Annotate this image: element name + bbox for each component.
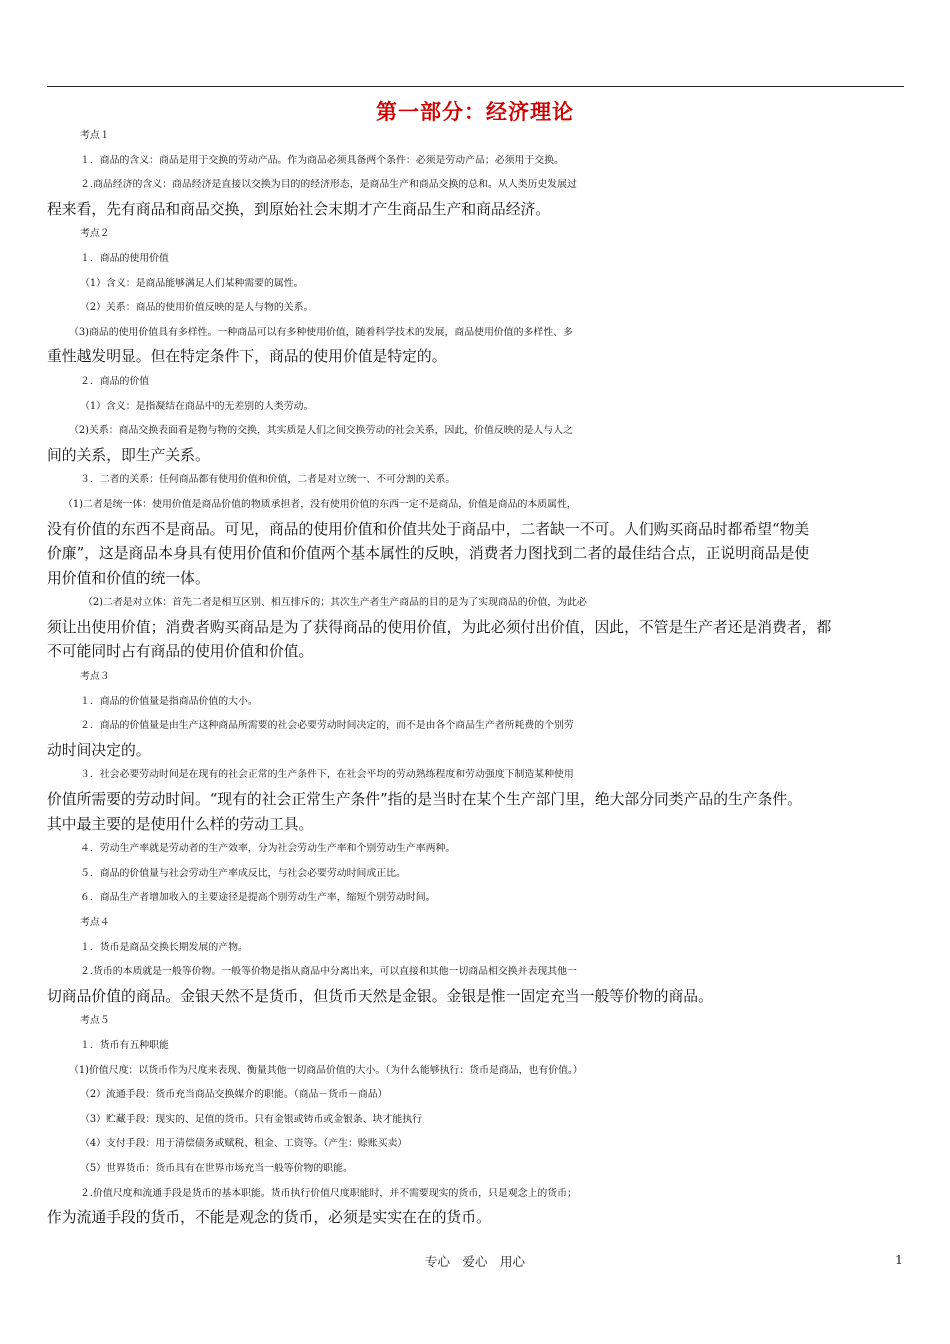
text-line: 考点４ (80, 917, 110, 928)
text-line: （3）贮藏手段：现实的、足值的货币。只有金银或铸币或金银条、块才能执行 (80, 1113, 423, 1125)
text-line: ３．二者的关系：任何商品都有使用价值和价值，二者是对立统一、不可分割的关系。 (80, 474, 456, 486)
header-rule (47, 86, 904, 87)
paragraph (47, 1034, 905, 1059)
paragraph (47, 911, 905, 936)
paragraph (47, 272, 905, 297)
text-line: 间的关系，即生产关系。 (47, 446, 210, 464)
paragraph (47, 370, 905, 395)
paragraph (47, 149, 905, 174)
text-line: ２.商品经济的含义：商品经济是直接以交换为目的的经济形态，是商品生产和商品交换的总和。从人类历史发展过 (80, 179, 577, 191)
paragraph (47, 763, 905, 837)
paragraph (47, 468, 905, 493)
paragraph (47, 1108, 905, 1133)
paragraph (47, 1132, 905, 1157)
paragraph (47, 591, 905, 665)
text-line: （1）含义：是指凝结在商品中的无差别的人类劳动。 (80, 400, 314, 412)
text-line: 作为流通手段的货币，不能是观念的货币，必须是实实在在的货币。 (47, 1209, 491, 1227)
text-line: （2)关系：商品交换表面看是物与物的交换，其实质是人们之间交换劳动的社会关系，因此，价值反映的是人与人之 (69, 425, 573, 437)
paragraph (47, 419, 905, 468)
text-line: 程来看，先有商品和商品交换，到原始社会末期才产生商品生产和商品经济。 (47, 200, 551, 218)
text-line: 不可能同时占有商品的使用价值和价值。 (47, 643, 314, 661)
paragraph (47, 886, 905, 911)
text-line: ２．商品的价值量是由生产这种商品所需要的社会必要劳动时间决定的，而不是由各个商品生产者所耗费的个别劳 (80, 720, 574, 732)
paragraph (47, 222, 905, 247)
text-line: 没有价值的东西不是商品。可见，商品的使用价值和价值共处于商品中，二者缺一不可。人们购买商品时都希望“物美 (47, 520, 810, 538)
text-line: 考点３ (80, 671, 110, 683)
text-line: （3)商品的使用价值具有多样性。一种商品可以有多种使用价值，随着科学技术的发展，商品使用价值的多样性、多 (69, 326, 573, 338)
paragraph (47, 1009, 905, 1034)
text-line: 须让出使用价值；消费者购买商品是为了获得商品的使用价值，为此必须付出价值，因此，不管是生产者还是消费者，都 (47, 618, 832, 636)
text-line: １．商品的含义：商品是用于交换的劳动产品。作为商品必须具备两个条件：必须是劳动产品；必须用于交换。 (80, 154, 564, 166)
text-line: （1)价值尺度：以货币作为尺度来表现、衡量其他一切商品价值的大小。（为什么能够执行：货币是商品，也有价值。） (69, 1064, 583, 1076)
text-line: 考点２ (80, 228, 110, 240)
text-line: （2)二者是对立体：首先二者是相互区别、相互排斥的；其次生产者生产商品的目的是为了实现商品的价值，为此必 (83, 597, 587, 609)
text-line: （1）含义：是商品能够满足人们某种需要的属性。 (80, 277, 304, 289)
paragraph (47, 124, 905, 149)
page-title: 第一部分：经济理论 (376, 99, 574, 124)
text-line: 考点５ (80, 1015, 110, 1027)
text-line: （2）流通手段：货币充当商品交换媒介的职能。（商品－货币－商品） (80, 1089, 388, 1101)
paragraph (47, 247, 905, 272)
text-line: 考点１ (80, 130, 110, 141)
paragraph (47, 665, 905, 690)
paragraph (47, 1157, 905, 1182)
text-line: 动时间决定的。 (47, 741, 151, 759)
text-line: １．商品的使用价值 (80, 252, 169, 264)
paragraph (47, 1083, 905, 1108)
paragraph (47, 714, 905, 763)
paragraph (47, 960, 905, 1009)
text-line: ２.货币的本质就是一般等价物。一般等价物是指从商品中分离出来，可以直接和其他一切商品相交换并表现其他一 (80, 966, 577, 978)
text-line: 价廉”，这是商品本身具有使用价值和价值两个基本属性的反映，消费者力图找到二者的最佳结合点，正说明商品是使 (47, 545, 810, 563)
paragraph (47, 1182, 905, 1231)
paragraph (47, 936, 905, 961)
paragraph (47, 837, 905, 862)
text-line: ２．商品的价值 (80, 375, 150, 387)
text-line: 用价值和价值的统一体。 (47, 569, 210, 587)
paragraph (47, 395, 905, 420)
text-line: 重性越发明显。但在特定条件下，商品的使用价值是特定的。 (47, 348, 447, 366)
text-line: ３．社会必要劳动时间是在现有的社会正常的生产条件下，在社会平均的劳动熟练程度和劳动强度下制造某种使用 (80, 769, 574, 781)
text-line: ２.价值尺度和流通手段是货币的基本职能。货币执行价值尺度职能时，并不需要现实的货币，只是观念上的货币； (80, 1187, 577, 1199)
paragraph (47, 296, 905, 321)
paragraph (47, 173, 905, 222)
paragraph (47, 862, 905, 887)
text-line: 其中最主要的是使用什么样的劳动工具。 (47, 815, 314, 833)
paragraph (47, 1059, 905, 1084)
paragraph (47, 690, 905, 715)
text-line: （1)二者是统一体：使用价值是商品价值的物质承担者，没有使用价值的东西一定不是商品，价值是商品的本质属性， (63, 498, 577, 510)
text-line: ６．商品生产者增加收入的主要途径是提高个别劳动生产率，缩短个别劳动时间。 (80, 892, 436, 904)
document-body (47, 124, 905, 1231)
page-number: 1 (895, 1252, 903, 1267)
text-line: （5）世界货币：货币具有在世界市场充当一般等价物的职能。 (80, 1162, 353, 1174)
text-line: １．货币有五种职能 (80, 1039, 169, 1051)
text-line: １．货币是商品交换长期发展的产物。 (80, 941, 248, 953)
footer-slogan: 专心 爱心 用心 (424, 1254, 525, 1269)
text-line: 切商品价值的商品。金银天然不是货币，但货币天然是金银。金银是惟一固定充当一般等价物的商品。 (47, 987, 713, 1005)
text-line: 价值所需要的劳动时间。“现有的社会正常生产条件”指的是当时在某个生产部门里，绝大部分同类产品的生产条件。 (47, 791, 802, 809)
text-line: １．商品的价值量是指商品价值的大小。 (80, 695, 258, 707)
paragraph (47, 493, 905, 591)
text-line: （2）关系：商品的使用价值反映的是人与物的关系。 (80, 302, 314, 314)
text-line: ４．劳动生产率就是劳动者的生产效率，分为社会劳动生产率和个别劳动生产率两种。 (80, 843, 456, 855)
text-line: （4）支付手段：用于清偿债务或赋税、租金、工资等。（产生：赊账买卖） (80, 1138, 408, 1150)
text-line: ５．商品的价值量与社会劳动生产率成反比，与社会必要劳动时间成正比。 (80, 867, 406, 879)
paragraph (47, 321, 905, 370)
